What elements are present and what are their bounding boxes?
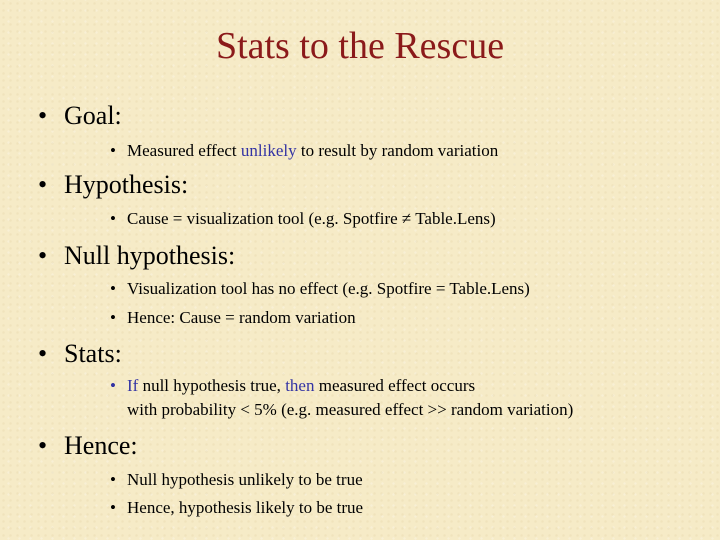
bullet-marker: • xyxy=(110,279,116,298)
goal-highlight-unlikely: unlikely xyxy=(240,141,297,160)
heading-hypothesis: Hypothesis: xyxy=(64,170,189,199)
bullet-marker: • xyxy=(110,470,116,489)
bullet-goal xyxy=(38,100,122,132)
bullet-marker: • xyxy=(38,170,48,199)
stats-text-post: measured effect occurs xyxy=(314,376,476,395)
heading-hence: Hence: xyxy=(64,431,138,460)
stats-then-word: then xyxy=(285,376,315,395)
heading-null-hypothesis: Null hypothesis: xyxy=(64,241,236,270)
heading-stats: Stats: xyxy=(64,339,122,368)
bullet-marker: • xyxy=(38,339,48,368)
sub-bullet-hence-1 xyxy=(110,468,363,492)
goal-text-pre: Measured effect xyxy=(127,141,241,160)
bullet-marker: • xyxy=(110,376,116,395)
sub-bullet-null-1 xyxy=(110,277,530,301)
bullet-null-hypothesis xyxy=(38,240,235,272)
bullet-stats xyxy=(38,338,122,370)
sub-bullet-goal-1 xyxy=(110,139,498,163)
sub-bullet-hypothesis-1 xyxy=(110,207,496,231)
goal-text-post: to result by random variation xyxy=(296,141,499,160)
bullet-marker: • xyxy=(110,308,116,327)
null-text-1: Visualization tool has no effect (e.g. Spotfire = Table.Lens) xyxy=(127,279,530,298)
bullet-hence xyxy=(38,430,138,462)
sub-bullet-stats-1 xyxy=(110,374,475,398)
sub-bullet-hence-2 xyxy=(110,496,363,520)
stats-text-mid: null hypothesis true, xyxy=(138,376,286,395)
hence-text-2: Hence, hypothesis likely to be true xyxy=(127,498,364,517)
stats-if-word: If xyxy=(127,376,139,395)
heading-goal: Goal: xyxy=(64,101,122,130)
bullet-marker: • xyxy=(38,241,48,270)
bullet-marker: • xyxy=(38,101,48,130)
bullet-marker: • xyxy=(110,209,116,228)
bullet-marker: • xyxy=(110,498,116,517)
sub-bullet-null-2 xyxy=(110,306,356,330)
bullet-hypothesis xyxy=(38,169,188,201)
bullet-marker: • xyxy=(38,431,48,460)
hence-text-1: Null hypothesis unlikely to be true xyxy=(127,470,363,489)
null-text-2: Hence: Cause = random variation xyxy=(127,308,356,327)
stats-continuation: with probability < 5% (e.g. measured effect >> random variation) xyxy=(127,400,574,419)
slide-title: Stats to the Rescue xyxy=(215,25,505,67)
bullet-marker: • xyxy=(110,141,116,160)
hypothesis-text: Cause = visualization tool (e.g. Spotfire ≠ Table.Lens) xyxy=(127,209,496,228)
